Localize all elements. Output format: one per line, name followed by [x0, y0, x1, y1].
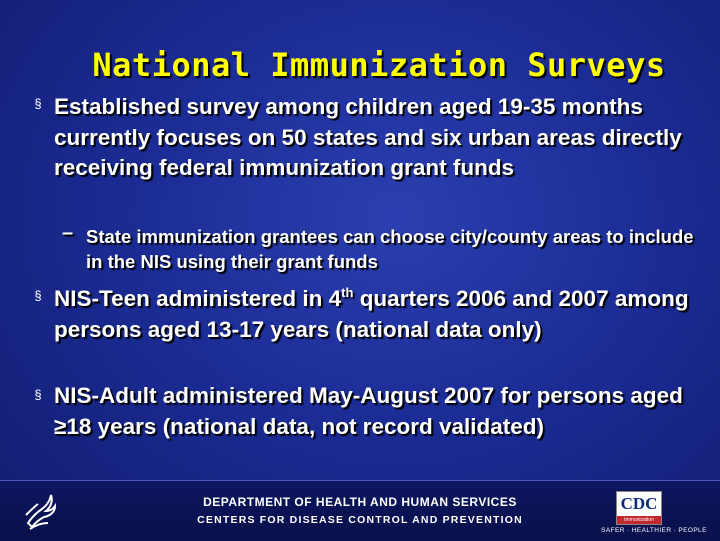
department-name: DEPARTMENT OF HEALTH AND HUMAN SERVICES	[203, 495, 517, 509]
sub-bullet-dash: –	[62, 222, 74, 244]
bullet-nis-teen	[54, 284, 706, 345]
sub-bullet-grantees: State immunization grantees can choose city/county areas to include in the NIS using their grant funds	[86, 226, 694, 272]
bullet-marker: §	[34, 288, 42, 303]
bullet-marker: §	[34, 96, 42, 111]
footer-banner	[0, 480, 720, 541]
bullet-nis-teen-text-after: quarters 2006 and 2007 among persons aged 13-17 years (national data only)	[54, 286, 689, 342]
bullet-established-survey: Established survey among children aged 19-35 months currently focuses on 50 states and six urban areas directly receiving federal immunization grant funds	[54, 94, 682, 180]
hhs-eagle-icon	[20, 489, 60, 533]
bullet-nis-teen-superscript: th	[341, 285, 354, 300]
cdc-logo-text: CDC	[620, 494, 658, 513]
cdc-logo-icon	[616, 491, 662, 525]
cdc-logo-band: Immunization	[617, 516, 661, 524]
slide-title: National Immunization Surveys	[92, 46, 666, 84]
bullet-nis-adult: NIS-Adult administered May-August 2007 for persons aged ≥18 years (national data, not record validated)	[54, 383, 683, 439]
bullet-marker: §	[34, 387, 42, 402]
centers-name: CENTERS FOR DISEASE CONTROL AND PREVENTION	[197, 514, 523, 526]
cdc-tagline: SAFER · HEALTHIER · PEOPLE	[601, 527, 707, 534]
bullet-nis-teen-text: NIS-Teen administered in 4	[54, 286, 342, 311]
